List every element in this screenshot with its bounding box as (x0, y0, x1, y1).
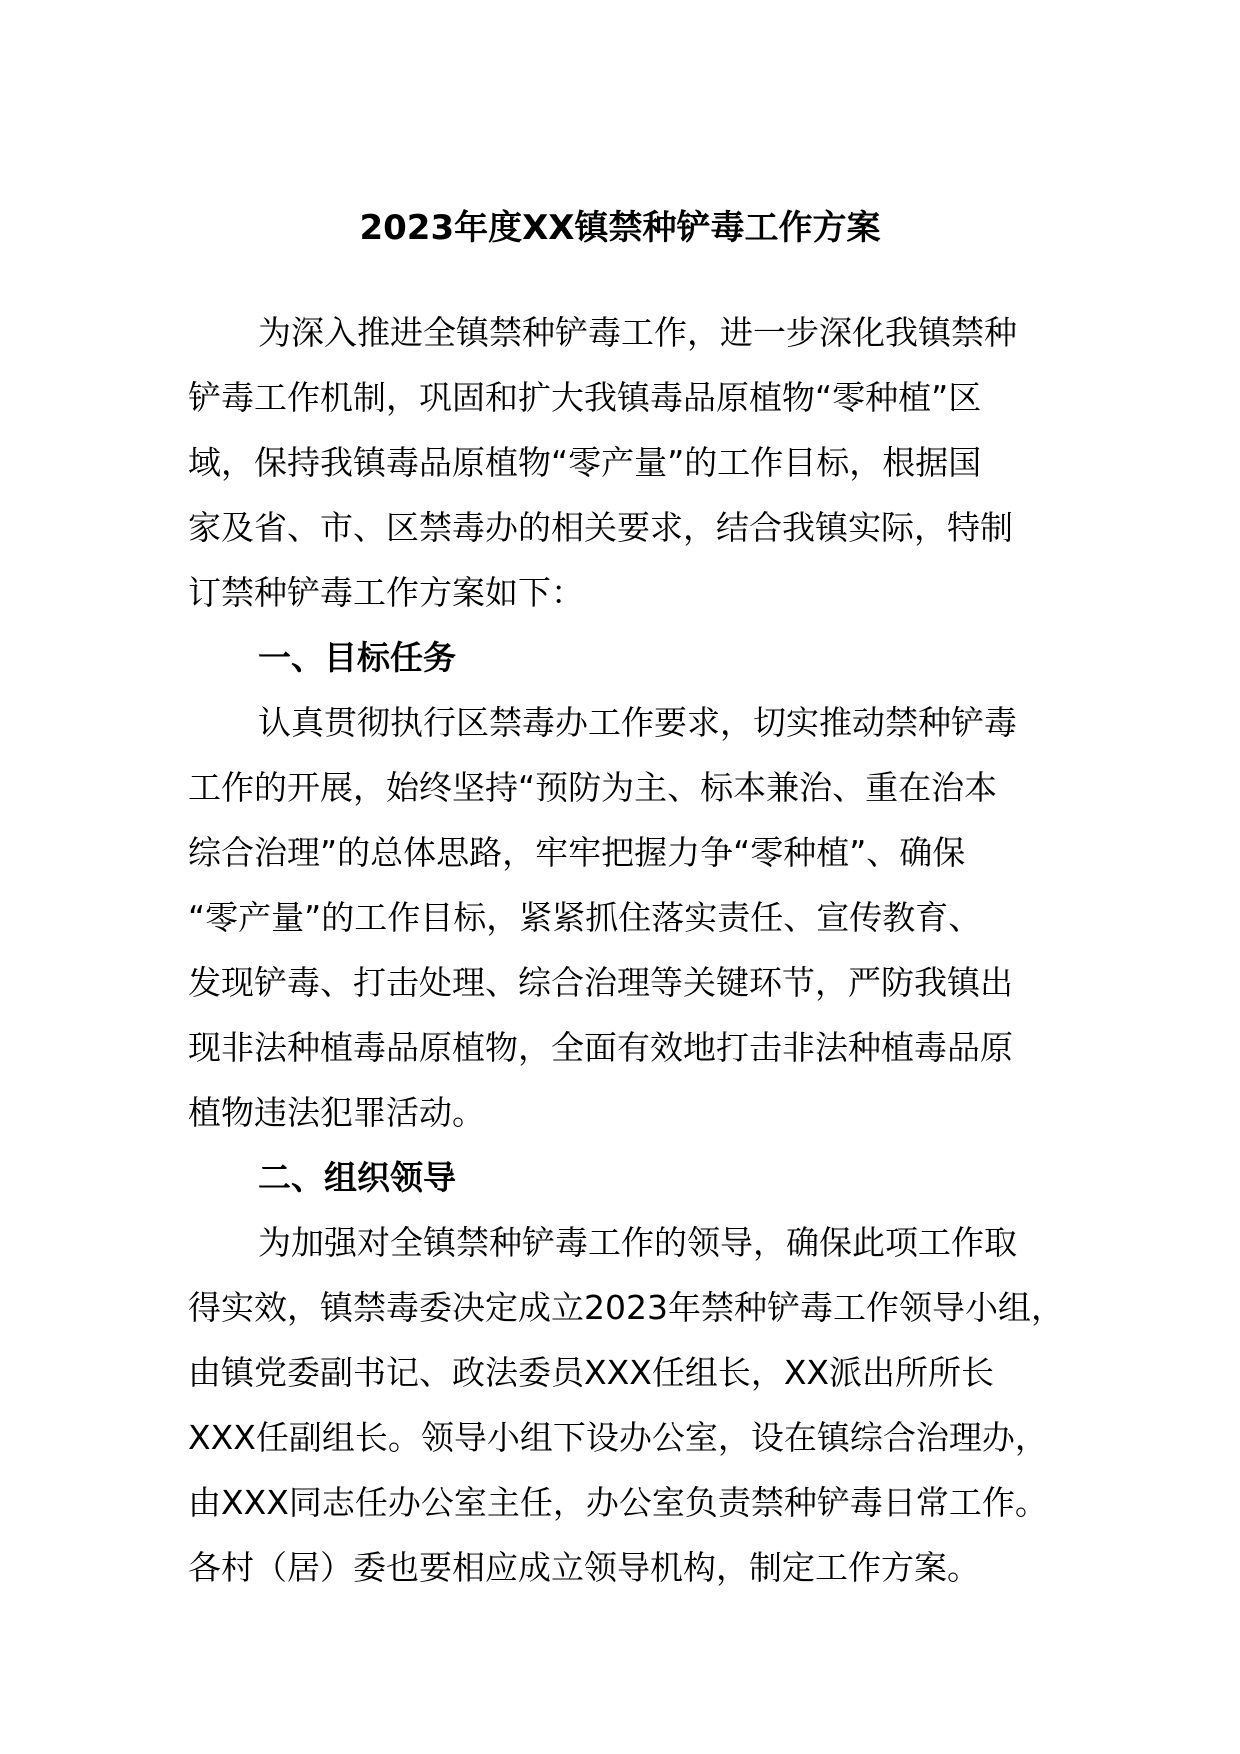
paragraph-line: 各村（居）委也要相应成立领导机构，制定工作方案。 (188, 1548, 980, 1587)
paragraph-line: 工作的开展，始终坚持“预防为主、标本兼治、重在治本 (188, 768, 998, 807)
paragraph-line: 为深入推进全镇禁种铲毒工作，进一步深化我镇禁种 (258, 313, 1017, 352)
paragraph-line: 得实效，镇禁毒委决定成立2023年禁种铲毒工作领导小组， (188, 1288, 1064, 1327)
paragraph-line: XXX任副组长。领导小组下设办公室，设在镇综合治理办， (188, 1418, 1048, 1457)
paragraph-line: 由XXX同志任办公室主任，办公室负责禁种铲毒日常工作。 (188, 1483, 1048, 1522)
paragraph-line: 发现铲毒、打击处理、综合治理等关键环节，严防我镇出 (188, 963, 1013, 1002)
paragraph-line: 域，保持我镇毒品原植物“零产量”的工作目标，根据国 (188, 443, 982, 482)
paragraph-line: 订禁种铲毒工作方案如下： (188, 573, 584, 612)
paragraph-line: 现非法种植毒品原植物，全面有效地打击非法种植毒品原 (188, 1028, 1013, 1067)
paragraph-line: 为加强对全镇禁种铲毒工作的领导，确保此项工作取 (258, 1223, 1017, 1262)
paragraph-line: 家及省、市、区禁毒办的相关要求，结合我镇实际，特制 (188, 508, 1013, 547)
document-body (188, 300, 1088, 1600)
paragraph-line: 植物违法犯罪活动。 (188, 1093, 485, 1132)
section-heading-goals: 一、目标任务 (258, 638, 456, 677)
paragraph-line: 综合治理”的总体思路，牢牢把握力争“零种植”、确保 (188, 833, 966, 872)
paragraph-line: 由镇党委副书记、政法委员XXX任组长，XX派出所所长 (188, 1353, 995, 1392)
paragraph-line: “零产量”的工作目标，紧紧抓住落实责任、宣传教育、 (188, 898, 982, 937)
paragraph-line: 认真贯彻执行区禁毒办工作要求，切实推动禁种铲毒 (258, 703, 1017, 742)
document-title: 2023年度XX镇禁种铲毒工作方案 (359, 208, 881, 248)
paragraph-line: 铲毒工作机制，巩固和扩大我镇毒品原植物“零种植”区 (188, 378, 982, 417)
section-heading-organization: 二、组织领导 (258, 1158, 456, 1197)
